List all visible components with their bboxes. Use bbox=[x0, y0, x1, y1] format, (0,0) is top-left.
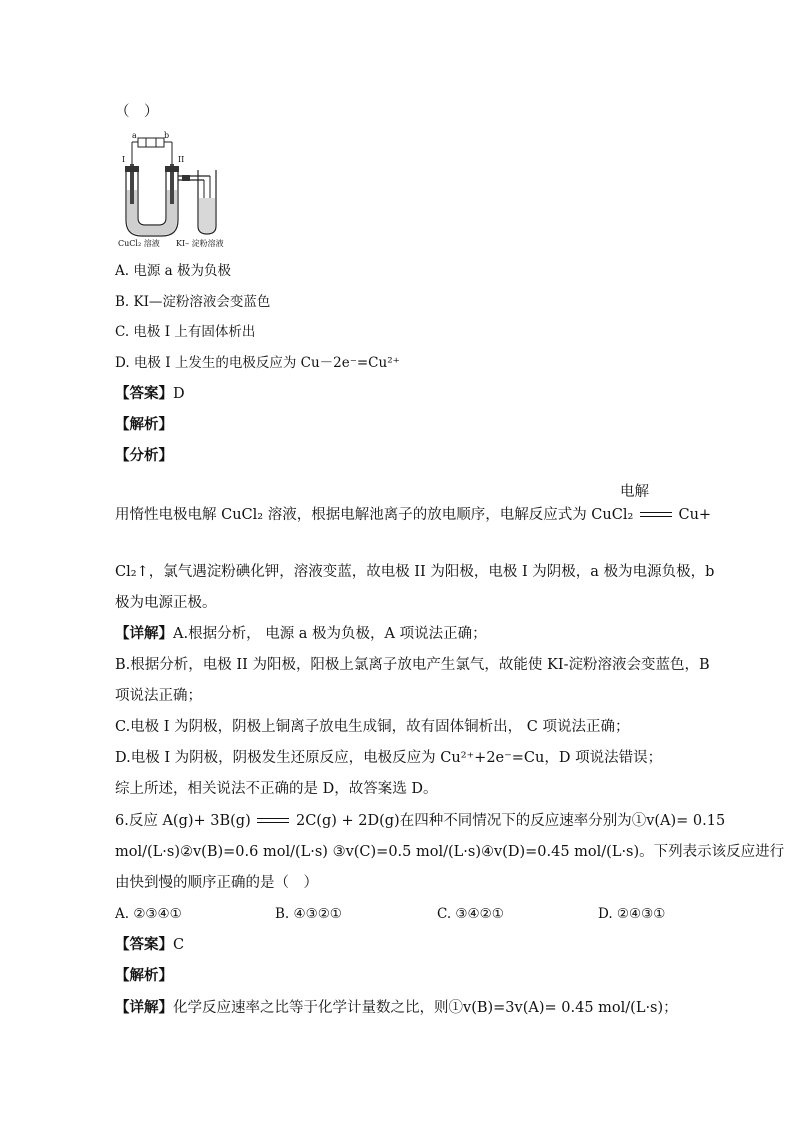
q6-answer-value: C bbox=[173, 937, 185, 953]
fenxi-line-1 bbox=[115, 506, 711, 524]
detail-b-line-2: 项说法正确； bbox=[115, 688, 202, 704]
label-I: I bbox=[122, 155, 126, 164]
detail-d-line: D.电极 I 为阴极，阴极发生还原反应，电极反应为 Cu²⁺+2e⁻=Cu，D 项说法错误； bbox=[115, 750, 663, 766]
q6-detail-text: 化学反应速率之比等于化学计量数之比，则①v(B)=3v(A)= 0.45 mol/(L·s)； bbox=[173, 1000, 678, 1016]
label-II: II bbox=[178, 155, 185, 164]
q6-answer-line bbox=[115, 936, 184, 954]
q6-analysis-tag: 【解析】 bbox=[115, 967, 173, 984]
electrolysis-condition-label: 电解 bbox=[620, 484, 649, 500]
label-a: a bbox=[132, 131, 137, 140]
electrolysis-apparatus-figure bbox=[118, 128, 250, 248]
q6-option-d: D. ②④③① bbox=[598, 906, 666, 922]
q6-detail-line bbox=[115, 999, 678, 1017]
q6-detail-tag: 【详解】 bbox=[115, 999, 173, 1016]
reversible-equals-sign bbox=[255, 816, 291, 826]
q5-option-b: B. KI—淀粉溶液会变蓝色 bbox=[115, 294, 271, 310]
detail-a-line bbox=[115, 625, 487, 643]
q5-answer-line bbox=[115, 385, 185, 403]
analysis-tag: 【解析】 bbox=[115, 416, 173, 433]
q6-line-1-products: 2C(g) + 2D(g)在四种不同情况下的反应速率分别为①v(A)= 0.15 bbox=[295, 813, 726, 829]
caption-ki-starch: KI– 淀粉溶液 bbox=[176, 239, 224, 248]
q5-option-d: D. 电极 I 上发生的电极反应为 Cu－2e⁻=Cu²⁺ bbox=[115, 355, 400, 371]
caption-cucl2: CuCl₂ 溶液 bbox=[118, 239, 160, 248]
q6-option-a: A. ②③④① bbox=[115, 906, 182, 922]
fenxi-line-1-product: Cu+ bbox=[678, 507, 712, 523]
q6-line-1-reactants: 6.反应 A(g)+ 3B(g) bbox=[115, 813, 251, 829]
q6-line-3: 由快到慢的顺序正确的是（ ） bbox=[115, 875, 318, 891]
q6-line-2: mol/(L·s)②v(B)=0.6 mol/(L·s) ③v(C)=0.5 mol/(L·s)④v(D)=0.45 mol/(L·s)。下列表示该反应进行 bbox=[115, 844, 785, 860]
q6-option-c: C. ③④②① bbox=[437, 906, 504, 922]
q6-line-1 bbox=[115, 812, 725, 830]
answer-tag: 【答案】 bbox=[115, 385, 173, 402]
q5-option-a: A. 电源 a 极为负极 bbox=[115, 263, 231, 279]
detail-a-text: A.根据分析， 电源 a 极为负极，A 项说法正确； bbox=[173, 626, 487, 642]
reaction-equals-sign bbox=[638, 510, 674, 520]
answer-value: D bbox=[173, 386, 185, 402]
detail-b-line-1: B.根据分析，电极 II 为阳极，阳极上氯离子放电产生氯气，故能使 KI-淀粉溶液会变蓝色，B bbox=[115, 657, 710, 673]
q6-answer-tag: 【答案】 bbox=[115, 936, 173, 953]
q6-option-b: B. ④③②① bbox=[275, 906, 342, 922]
fenxi-line-2: Cl₂↑，氯气遇淀粉碘化钾，溶液变蓝，故电极 II 为阳极，电极 I 为阴极，a 极为电源负极，b bbox=[115, 564, 715, 580]
fenxi-tag: 【分析】 bbox=[115, 447, 173, 464]
fenxi-line-1-text: 用惰性电极电解 CuCl₂ 溶液，根据电解池离子的放电顺序，电解反应式为 CuCl₂ bbox=[115, 507, 634, 523]
q5-option-c: C. 电极 I 上有固体析出 bbox=[115, 324, 256, 340]
detail-c-line: C.电极 I 为阴极，阴极上铜离子放电生成铜，故有固体铜析出， C 项说法正确； bbox=[115, 719, 630, 735]
q5-answer-paren: （ ） bbox=[115, 104, 159, 120]
summary-line: 综上所述，相关说法不正确的是 D，故答案选 D。 bbox=[115, 781, 438, 797]
label-b: b bbox=[164, 131, 170, 140]
fenxi-line-3: 极为电源正极。 bbox=[115, 595, 217, 611]
detail-tag: 【详解】 bbox=[115, 625, 173, 642]
